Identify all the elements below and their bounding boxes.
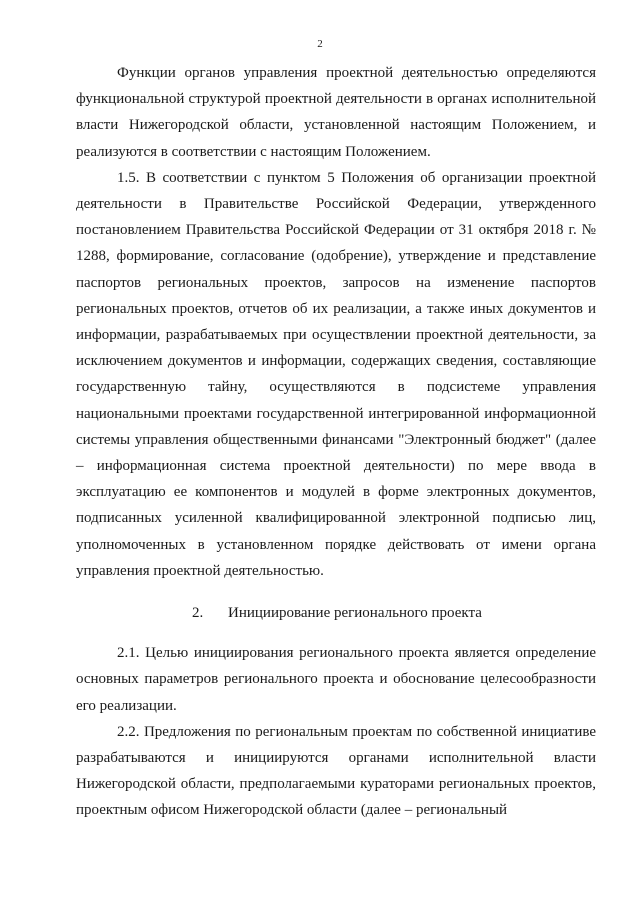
section-title: Инициирование регионального проекта xyxy=(228,605,482,622)
document-body xyxy=(76,60,596,824)
paragraph-2-1: 2.1. Целью инициирования регионального проекта является определение основных параметров регионального проекта и обоснование целесообразности его реализации. xyxy=(76,645,596,714)
section-heading xyxy=(76,600,596,626)
page-number: 2 xyxy=(317,38,323,50)
paragraph-1-5: 1.5. В соответствии с пунктом 5 Положения об организации проектной деятельности в Правительстве Российской Федерации, утвержденного постановлением Правительства Российской Федерации от 31 октября 2018 г. № 1288, формирование, согласование (одобрение), утверждение и представление паспортов региональных проектов, запросов на изменение паспортов региональных проектов, отчетов об их реализации, а также иных документов и информации, разрабатываемых при осуществлении проектной деятельности, за исключением документов и информации, содержащих сведения, составляющие государственную тайну, осуществляются в подсистеме управления национальными проектами государственной интегрированной информационной системы управления общественными финансами "Электронный бюджет" (далее – информационная система проектной деятельности) по мере ввода в эксплуатацию ее компонентов и модулей в форме электронных документов, подписанных усиленной квалифицированной электронной подписью лиц, уполномоченных в установленном порядке действовать от имени органа управления проектной деятельностью. xyxy=(76,169,596,579)
paragraph-2-2: 2.2. Предложения по региональным проектам по собственной инициативе разрабатываются и инициируются органами исполнительной власти Нижегородской области, предполагаемыми кураторами региональных проектов, проектным офисом Нижегородской области (далее – региональный xyxy=(76,723,596,819)
paragraph-functions: Функции органов управления проектной деятельностью определяются функциональной структурой проектной деятельности в органах исполнительной власти Нижегородской области, установленной настоящим Положением, и реализуются в соответствии с настоящим Положением. xyxy=(76,65,596,160)
section-number: 2. xyxy=(192,605,204,622)
